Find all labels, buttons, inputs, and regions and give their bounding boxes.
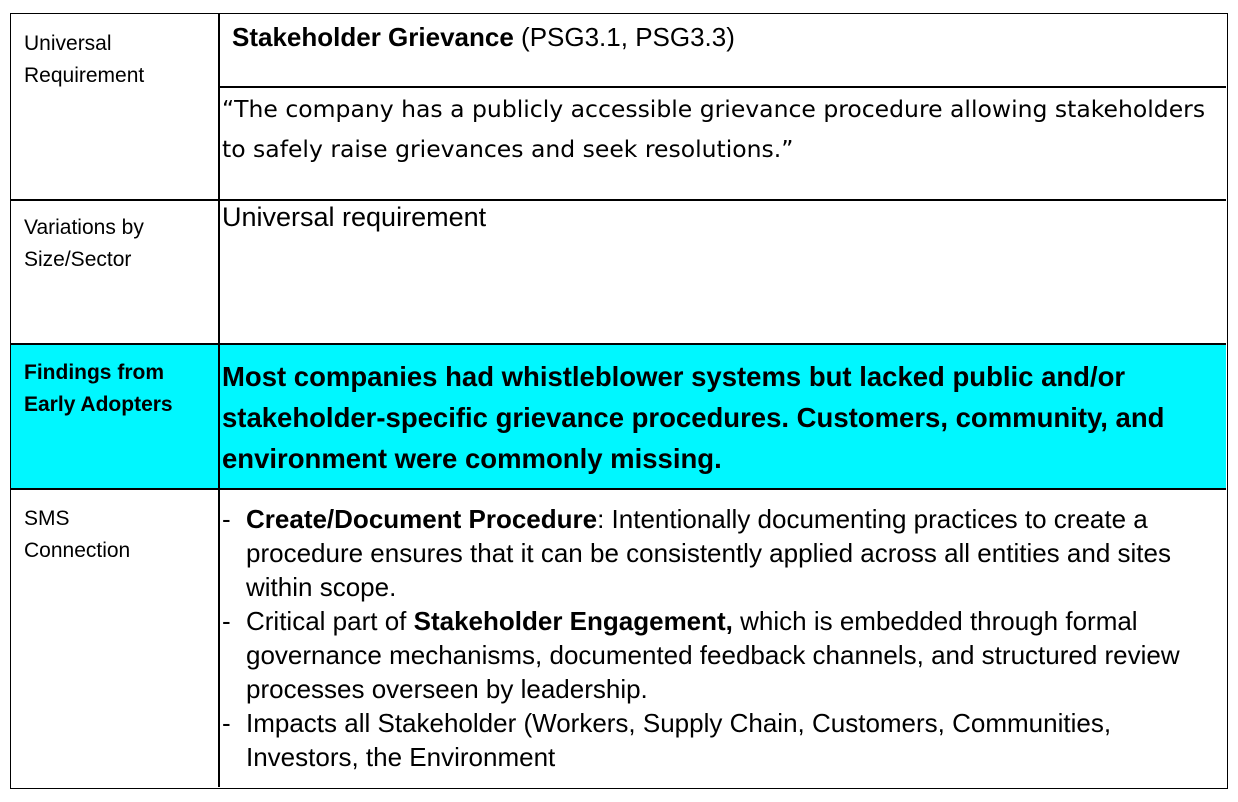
list-dash: - <box>222 708 231 738</box>
variations-value: Universal requirement <box>222 202 487 232</box>
list-item: - Impacts all Stakeholder (Workers, Supply Chain, Customers, Communities, Investors, the Environment <box>222 708 1112 772</box>
label-sms-connection: SMS Connection <box>24 507 131 562</box>
list-dash: - <box>222 504 231 534</box>
label-variations: Variations by Size/Sector <box>24 216 144 271</box>
row-divider <box>11 488 1226 490</box>
label-universal-requirement: Universal Requirement <box>24 32 145 87</box>
requirement-title-codes: (PSG3.1, PSG3.3) <box>513 22 735 52</box>
row-divider <box>218 86 1226 88</box>
label-findings: Findings from Early Adopters <box>24 361 173 416</box>
list-item: - Create/Document Procedure: Intentionally documenting practices to create a procedure ensures that it can be consistently applied across all entities and sites within scope. <box>222 504 1171 602</box>
row-divider <box>11 199 1226 201</box>
sms-connection-list <box>222 502 1212 774</box>
row-divider <box>11 343 1226 345</box>
column-divider <box>218 14 220 787</box>
requirement-title-bold: Stakeholder Grievance <box>232 22 514 52</box>
findings-text: Most companies had whistleblower systems but lacked public and/or stakeholder-specific grievance procedures. Customers, community, and environment were commonly missing. <box>222 361 1165 474</box>
requirement-quote: “The company has a publicly accessible grievance procedure allowing stakeholders to safely raise grievances and seek resolutions.” <box>222 95 1206 163</box>
requirement-title <box>232 22 735 53</box>
list-item: - Critical part of Stakeholder Engagement, which is embedded through formal governance mechanisms, documented feedback channels, and structured review processes overseen by leadership. <box>222 606 1180 704</box>
list-dash: - <box>222 606 231 636</box>
